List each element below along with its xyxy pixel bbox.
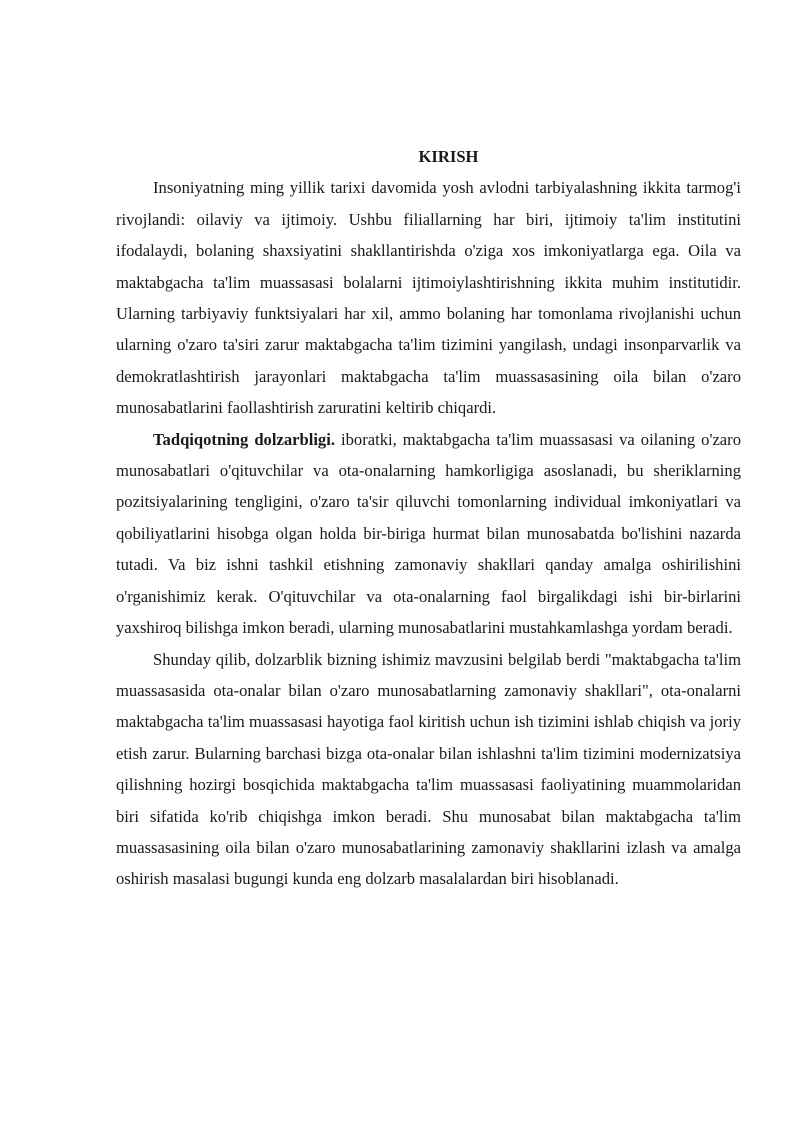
paragraph-conclusion bbox=[116, 644, 741, 895]
paragraph-intro-text: Insoniyatning ming yillik tarixi davomida yosh avlodni tarbiyalashning ikkita tarmog'i rivojlandi: oilaviy va ijtimoiy. Ushbu filiallarning har biri, ijtimoiy ta'lim institutini ifodalaydi, bolaning shaxsiyatini shakllantirishda o'ziga xos imkoniyatlarga ega. Oila va maktabgacha ta'lim muassasasi bolalarni ijtimoiylashtirishning ikkita muhim institutidir. Ularning tarbiyaviy funktsiyalari har xil, ammo bolaning har tomonlama rivojlanishi uchun ularning o'zaro ta'siri zarur maktabgacha ta'lim tizimini yangilash, undagi insonparvarlik va demokratlashtirish jarayonlari maktabgacha ta'lim muassasasining oila bilan o'zaro munosabatlarini faollashtirish zaruratini keltirib chiqardi. bbox=[116, 178, 741, 418]
paragraph-intro bbox=[116, 172, 741, 423]
document-body bbox=[116, 141, 741, 895]
paragraph-conclusion-text: Shunday qilib, dolzarblik bizning ishimiz mavzusini belgilab berdi "maktabgacha ta'lim muassasasida ota-onalar bilan o'zaro munosabatlarning zamonaviy shakllari", ota-onalarni maktabgacha ta'lim muassasasi hayotiga faol kiritish uchun ish tizimini ishlab chiqish va joriy etish zarur. Bularning barchasi bizga ota-onalar bilan ishlashni ta'lim tizimini modernizatsiya qilishning hozirgi bosqichida maktabgacha ta'lim muassasasi faoliyatining muammolaridan biri sifatida ko'rib chiqishga imkon beradi. Shu munosabat bilan maktabgacha ta'lim muassasasining oila bilan o'zaro munosabatlarining zamonaviy shakllarini izlash va amalga oshirish masalasi bugungi kunda eng dolzarb masalalardan biri hisoblanadi. bbox=[116, 649, 741, 889]
paragraph-relevance bbox=[116, 424, 741, 644]
page-title: KIRISH bbox=[418, 147, 479, 166]
paragraph-relevance-lead: Tadqiqotning dolzarbligi. bbox=[153, 429, 335, 449]
paragraph-relevance-text: iboratki, maktabgacha ta'lim muassasasi va oilaning o'zaro munosabatlari o'qituvchilar va ota-onalarning hamkorligiga asoslanadi, bu sheriklarning pozitsiyalarining tengligini, o'zaro ta'sir qiluvchi tomonlarning individual imkoniyatlari va qobiliyatlarini hisobga olgan holda bir-biriga hurmat bilan munosabatda bo'lishini nazarda tutadi. Va biz ishni tashkil etishning zamonaviy shakllari qanday amalga oshirilishini o'rganishimiz kerak. O'qituvchilar va ota-onalarning faol birgalikdagi ishi bir-birlarini yaxshiroq bilishga imkon beradi, ularning munosabatlarini mustahkamlashga yordam beradi. bbox=[116, 429, 741, 638]
